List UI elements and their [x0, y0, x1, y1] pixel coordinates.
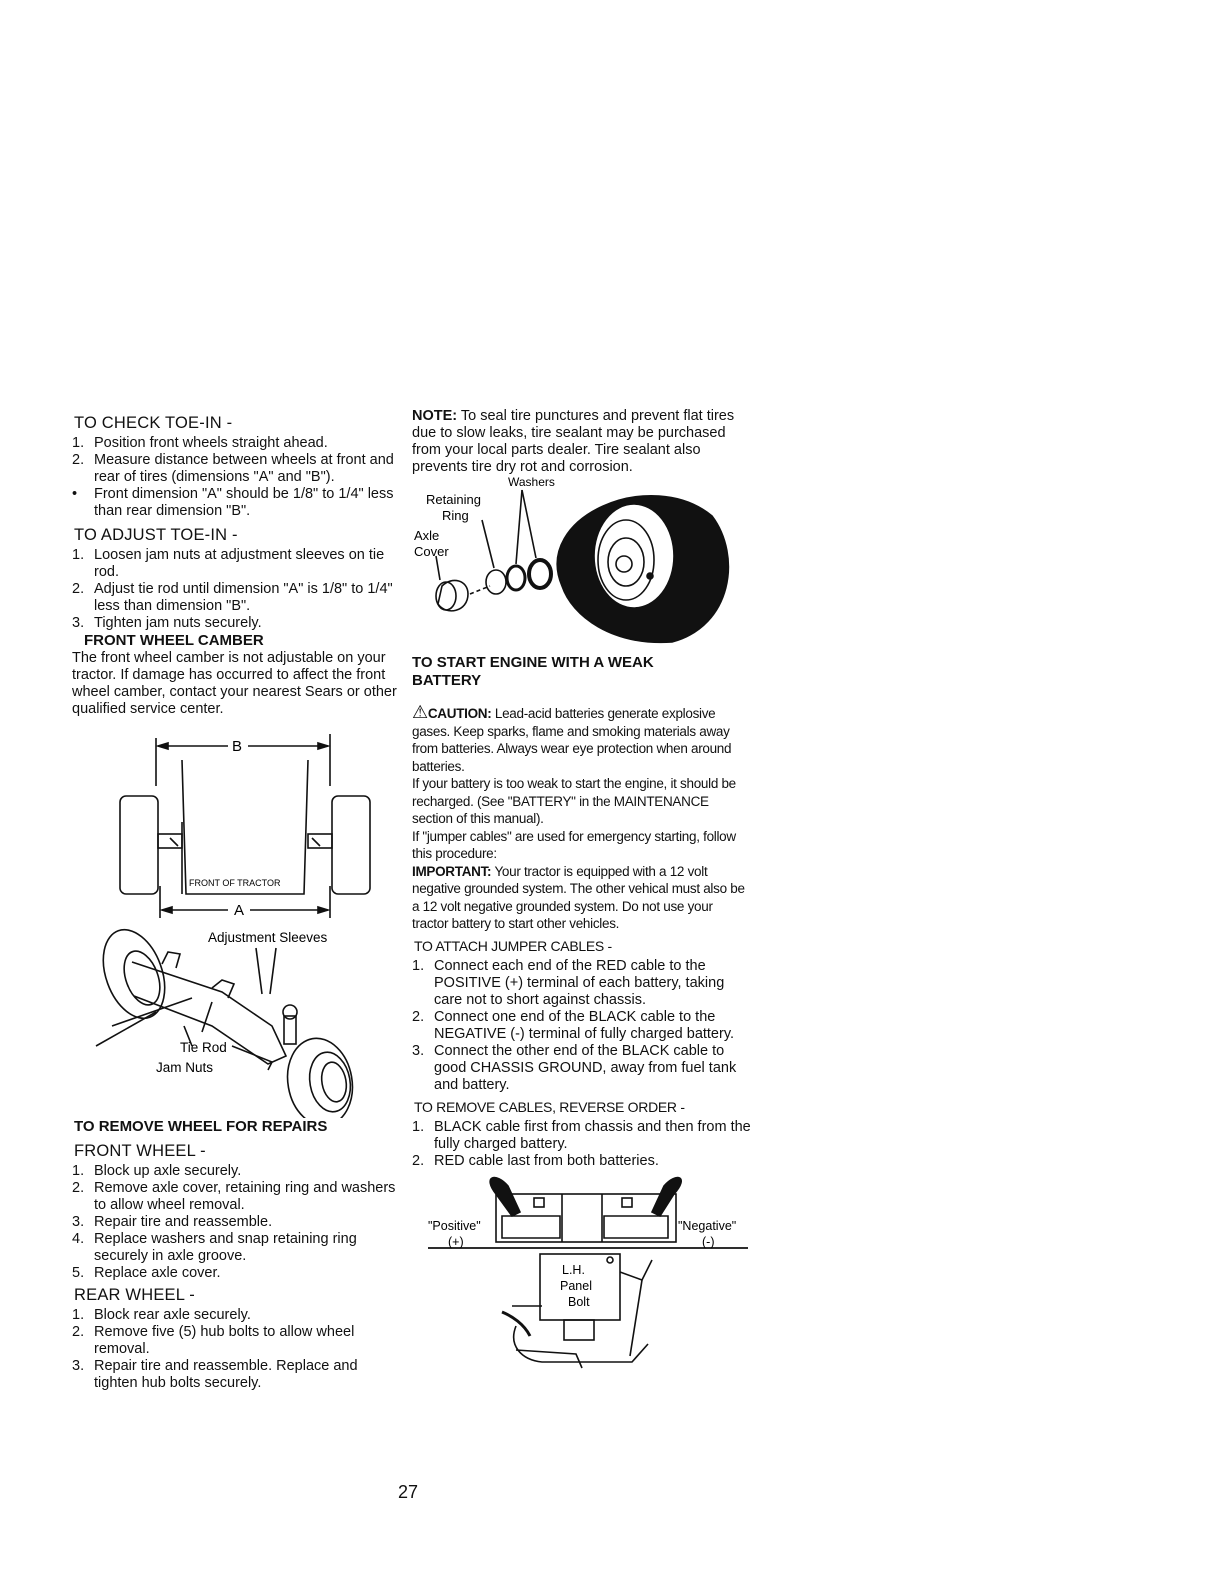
washers-label: Washers	[508, 476, 555, 489]
list-item-text: Connect each end of the RED cable to the POSITIVE (+) terminal of each battery, taking care not to short against chassis.	[434, 957, 725, 1008]
list-item	[72, 1265, 402, 1282]
list-item-text: Replace axle cover.	[94, 1265, 221, 1281]
list-item-text: Connect one end of the BLACK cable to the NEGATIVE (-) terminal of fully charged battery.	[434, 1008, 735, 1042]
tie-rod-label: Tie Rod	[180, 1040, 227, 1055]
list-item-text: Measure distance between wheels at front and rear of tires (dimensions "A" and "B").	[94, 452, 394, 485]
list-item-text: Connect the other end of the BLACK cable to good CHASSIS GROUND, away from fuel tank and battery.	[434, 1042, 737, 1093]
remove-cables-title: TO REMOVE CABLES, REVERSE ORDER -	[414, 1098, 685, 1115]
toe-in-diagram	[72, 726, 402, 1118]
jumper-text: If "jumper cables" are used for emergency starting, follow this procedure:	[412, 828, 736, 861]
remove-cables-list	[412, 1119, 752, 1170]
negative-symbol-label: (-)	[702, 1234, 715, 1249]
list-item-number: 3.	[72, 615, 85, 631]
lh-label: L.H.	[562, 1262, 585, 1277]
positive-symbol-label: (+)	[448, 1234, 464, 1249]
list-item-number: 3.	[72, 1214, 85, 1230]
note-paragraph	[412, 408, 752, 476]
list-item	[72, 486, 402, 520]
list-item-number: 1.	[72, 1307, 85, 1323]
warning-icon: ⚠	[412, 702, 428, 722]
retaining-label: Retaining	[426, 492, 481, 507]
list-item-text: Replace washers and snap retaining ring securely in axle groove.	[94, 1231, 357, 1264]
note-label: NOTE:	[412, 408, 458, 424]
list-item-text: Block rear axle securely.	[94, 1307, 251, 1323]
list-item	[72, 1358, 402, 1392]
attach-cables-list	[412, 958, 752, 1094]
ring-label: Ring	[442, 508, 469, 523]
list-item-text: RED cable last from both batteries.	[434, 1152, 659, 1169]
list-item	[72, 581, 402, 615]
left-column	[72, 414, 402, 1392]
list-item-text: Repair tire and reassemble. Replace and tighten hub bolts securely.	[94, 1358, 358, 1391]
list-item	[72, 452, 402, 486]
bolt-label: Bolt	[568, 1294, 590, 1309]
caution-text: Lead-acid batteries generate explosive gases. Keep sparks, flame and smoking materials away from batteries. Always wear eye protection when around batteries.	[412, 706, 732, 774]
list-item-number: 2.	[72, 452, 85, 468]
negative-label: "Negative"	[678, 1218, 737, 1233]
list-item	[72, 1163, 402, 1180]
list-item-number: 3.	[412, 1042, 425, 1059]
list-item-number: 1.	[72, 435, 85, 451]
start-engine-title: TO START ENGINE WITH A WEAK BATTERY	[412, 654, 654, 689]
adjustment-sleeves-label: Adjustment Sleeves	[208, 930, 328, 945]
camber-title: FRONT WHEEL CAMBER	[84, 632, 264, 649]
important-paragraph	[412, 863, 752, 933]
rear-wheel-title: REAR WHEEL -	[74, 1286, 195, 1304]
front-wheel-title: FRONT WHEEL -	[74, 1142, 206, 1160]
list-item-text: BLACK cable first from chassis and then from the fully charged battery.	[434, 1118, 751, 1152]
list-item	[412, 1119, 752, 1153]
list-item-number: 2.	[412, 1008, 425, 1025]
note-text: To seal tire punctures and prevent flat tires due to slow leaks, tire sealant may be purchased from your local parts dealer. Tire sealant also prevents tire dry rot and corrosion.	[412, 408, 735, 475]
list-item	[72, 615, 402, 632]
list-item	[412, 958, 752, 1009]
list-item-number: 4.	[72, 1231, 85, 1247]
recharge-text: If your battery is too weak to start the engine, it should be recharged. (See "BATTERY" in the MAINTENANCE section of this manual).	[412, 776, 736, 826]
list-item-text: Adjust tie rod until dimension "A" is 1/8" to 1/4" less than dimension "B".	[94, 581, 393, 614]
rear-wheel-list	[72, 1307, 402, 1392]
list-item-number: 5.	[72, 1265, 85, 1281]
adjust-toe-in-title: TO ADJUST TOE-IN -	[74, 526, 238, 544]
jumper-cables-diagram	[412, 1176, 752, 1386]
list-item	[72, 1180, 402, 1214]
right-column	[412, 408, 752, 1386]
list-item-number: 3.	[72, 1358, 85, 1374]
axle-label: Axle	[414, 528, 440, 543]
important-label: IMPORTANT:	[412, 863, 492, 879]
list-item-number: 1.	[72, 547, 85, 563]
positive-label: "Positive"	[428, 1218, 481, 1233]
caution-label: CAUTION:	[427, 706, 492, 721]
front-of-tractor-label: FRONT OF TRACTOR	[189, 878, 281, 888]
list-item-number: 2.	[72, 1324, 85, 1340]
check-toe-in-title: TO CHECK TOE-IN -	[74, 414, 233, 432]
list-item-text: Loosen jam nuts at adjustment sleeves on tie rod.	[94, 547, 385, 580]
list-item-number: 2.	[412, 1152, 425, 1169]
list-item	[72, 1324, 402, 1358]
list-item	[412, 1153, 752, 1170]
list-item	[72, 1214, 402, 1231]
jam-nuts-label: Jam Nuts	[156, 1060, 214, 1075]
attach-cables-title: TO ATTACH JUMPER CABLES -	[414, 937, 612, 954]
list-item-number: 2.	[72, 581, 85, 597]
list-item-number: 2.	[72, 1180, 85, 1196]
front-wheel-list	[72, 1163, 402, 1282]
panel-label: Panel	[560, 1278, 592, 1293]
important-text: Your tractor is equipped with a 12 volt negative grounded system. The other vehical must also be a 12 volt negative grounded system. Do not use your tractor battery to start other vehicles.	[412, 863, 745, 931]
dimension-a-label: A	[234, 902, 245, 919]
list-item-text: Position front wheels straight ahead.	[94, 435, 328, 451]
list-item-text: Block up axle securely.	[94, 1163, 242, 1179]
list-item	[72, 1231, 402, 1265]
list-item-number: 1.	[72, 1163, 85, 1179]
caution-paragraph	[412, 704, 752, 775]
list-item-number: 1.	[412, 957, 425, 974]
list-item-text: Repair tire and reassemble.	[94, 1214, 273, 1230]
list-item-text: Remove axle cover, retaining ring and washers to allow wheel removal.	[94, 1180, 396, 1213]
adjust-toe-in-list	[72, 547, 402, 632]
dimension-b-label: B	[232, 738, 243, 755]
cover-label: Cover	[414, 544, 449, 559]
camber-text: The front wheel camber is not adjustable on your tractor. If damage has occurred to affect the front wheel camber, contact your nearest Sears or other qualified service center.	[72, 650, 397, 717]
list-item	[72, 435, 402, 452]
page-number: 27	[398, 1482, 419, 1502]
list-item-text: Remove five (5) hub bolts to allow wheel removal.	[94, 1324, 355, 1357]
list-item-number: •	[72, 486, 78, 502]
remove-wheel-title: TO REMOVE WHEEL FOR REPAIRS	[74, 1118, 328, 1135]
list-item	[412, 1009, 752, 1043]
list-item-text: Front dimension "A" should be 1/8" to 1/4" less than rear dimension "B".	[94, 486, 394, 519]
tire-sealant-diagram	[412, 476, 752, 646]
check-toe-in-list	[72, 435, 402, 520]
list-item-text: Tighten jam nuts securely.	[94, 615, 262, 631]
list-item	[72, 1307, 402, 1324]
list-item-number: 1.	[412, 1118, 425, 1135]
list-item	[72, 547, 402, 581]
list-item	[412, 1043, 752, 1094]
